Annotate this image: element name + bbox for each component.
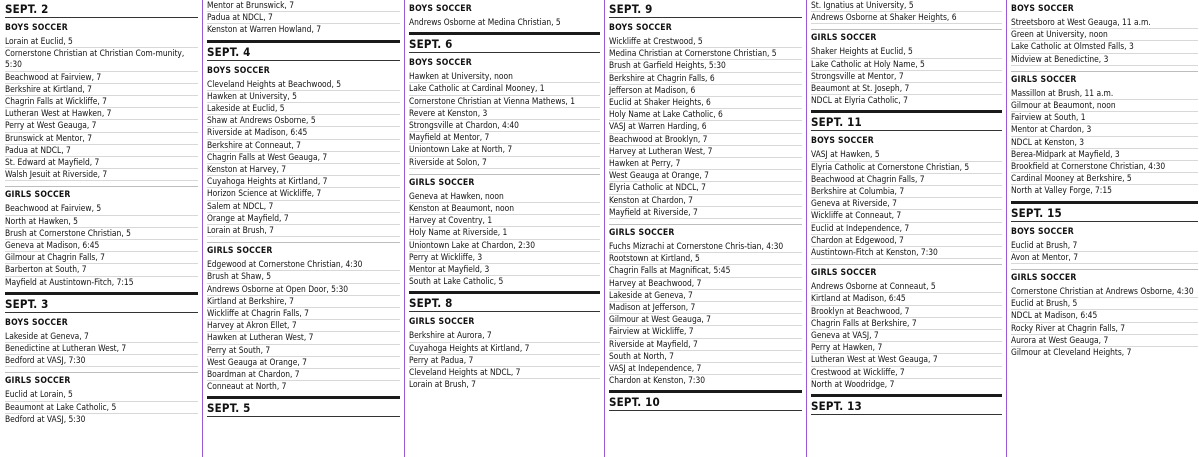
game-listing: Perry at Padua, 7 (409, 355, 600, 367)
date-block (609, 0, 802, 386)
game-listing: Beaumont at Lake Catholic, 5 (5, 402, 198, 414)
game-listing: Boardman at Chardon, 7 (207, 369, 400, 381)
game-listing: Perry at Wickliffe, 3 (409, 252, 600, 264)
game-listing: Geneva at Riverside, 7 (811, 198, 1002, 210)
game-listing: NDCL at Kenston, 3 (1011, 137, 1198, 149)
game-listing: St. Edward at Mayfield, 7 (5, 157, 198, 169)
date-header: SEPT. 11 (811, 110, 1002, 131)
column-3 (406, 0, 600, 457)
game-listing: Bedford at VASJ, 7:30 (5, 355, 198, 367)
sport-heading: BOYS SOCCER (609, 23, 672, 33)
game-listing: VASJ at Hawken, 5 (811, 149, 1002, 161)
game-listing: Harvey at Akron Ellet, 7 (207, 320, 400, 332)
game-listing: Lutheran West at West Geauga, 7 (811, 354, 1002, 366)
game-listing: Cuyahoga Heights at Kirtland, 7 (207, 176, 400, 188)
game-listing: Harvey at Coventry, 1 (409, 215, 600, 227)
game-listing: Kenston at Beaumont, noon (409, 203, 600, 215)
game-listing: Fuchs Mizrachi at Cornerstone Chris-tian, 4:30 (609, 241, 802, 253)
date-block (1011, 201, 1198, 359)
game-listing: Gilmour at West Geauga, 7 (609, 314, 802, 326)
game-listing: Berkshire at Aurora, 7 (409, 330, 600, 342)
game-listing: Chardon at Kenston, 7:30 (609, 375, 706, 386)
game-listing: Harvey at Beachwood, 7 (609, 278, 802, 290)
game-listing: Hawken at University, 5 (207, 91, 400, 103)
game-listing: Massillon at Brush, 11 a.m. (1011, 88, 1198, 100)
date-block (5, 0, 198, 288)
sport-heading: BOYS SOCCER (1011, 4, 1074, 14)
game-listing: Brush at Shaw, 5 (207, 271, 400, 283)
game-listing: NDCL at Elyria Catholic, 7 (811, 95, 908, 106)
game-listing: West Geauga at Orange, 7 (609, 170, 802, 182)
date-block (207, 0, 400, 36)
game-listing: South at North, 7 (609, 351, 802, 363)
date-block (207, 396, 400, 417)
game-listing: Chagrin Falls at Berkshire, 7 (811, 318, 1002, 330)
game-listing: West Geauga at Orange, 7 (207, 357, 400, 369)
game-listing: Lutheran West at Hawken, 7 (5, 108, 198, 120)
game-listing: Strongsville at Chardon, 4:40 (409, 120, 600, 132)
game-listing: Holy Name at Lake Catholic, 6 (609, 109, 802, 121)
game-listing: Mentor at Brunswick, 7 (207, 0, 400, 12)
date-block (1011, 3, 1198, 197)
game-listing: Euclid at Lorain, 5 (5, 389, 198, 401)
game-listing: Holy Name at Riverside, 1 (409, 227, 600, 239)
game-listing: Gilmour at Chagrin Falls, 7 (5, 252, 198, 264)
date-header: SEPT. 10 (609, 390, 802, 411)
date-header: SEPT. 3 (5, 292, 198, 313)
game-listing: Hawken at Lutheran West, 7 (207, 332, 400, 344)
date-header: SEPT. 5 (207, 396, 400, 417)
game-listing: Padua at NDCL, 7 (207, 12, 400, 24)
column-2 (204, 0, 400, 457)
game-listing: Padua at NDCL, 7 (5, 145, 198, 157)
game-listing: VASJ at Warren Harding, 6 (609, 121, 802, 133)
column-6 (1008, 0, 1198, 457)
game-listing: Kenston at Chardon, 7 (609, 195, 802, 207)
sport-heading: BOYS SOCCER (409, 58, 472, 69)
game-listing: Lake Catholic at Cardinal Mooney, 1 (409, 83, 600, 95)
game-listing: North at Hawken, 5 (5, 216, 198, 228)
game-listing: Perry at Hawken, 7 (811, 342, 1002, 354)
game-listing: Lakeside at Geneva, 7 (5, 331, 198, 343)
column-1 (2, 0, 198, 457)
game-listing: VASJ at Independence, 7 (609, 363, 802, 375)
game-listing: Fairview at Wickliffe, 7 (609, 326, 802, 338)
game-listing: Madison at Jefferson, 7 (609, 302, 802, 314)
game-listing: NDCL at Madison, 6:45 (1011, 310, 1198, 322)
date-block (811, 110, 1002, 390)
game-listing: Kirtland at Madison, 6:45 (811, 293, 1002, 305)
game-listing: Cleveland Heights at NDCL, 7 (409, 367, 600, 379)
game-listing: Strongsville at Mentor, 7 (811, 71, 1002, 83)
game-listing: Berea-Midpark at Mayfield, 3 (1011, 149, 1198, 161)
game-listing: Cleveland Heights at Beachwood, 5 (207, 79, 400, 91)
game-listing: Andrews Osborne at Open Door, 5:30 (207, 284, 400, 296)
game-listing: Perry at South, 7 (207, 345, 400, 357)
game-listing: Medina Christian at Cornerstone Christian, 5 (609, 48, 802, 60)
column-divider (404, 0, 405, 457)
game-listing: Euclid at Independence, 7 (811, 223, 1002, 235)
game-listing: Aurora at West Geauga, 7 (1011, 335, 1198, 347)
game-listing: Geneva at Madison, 6:45 (5, 240, 198, 252)
sport-heading: GIRLS SOCCER (409, 174, 600, 189)
game-listing: Brush at Cornerstone Christian, 5 (5, 228, 198, 240)
game-listing: Lorain at Brush, 7 (207, 225, 400, 237)
date-header: SEPT. 6 (409, 32, 600, 53)
game-listing: Lakeside at Euclid, 5 (207, 103, 400, 115)
game-listing: Barberton at South, 7 (5, 264, 198, 276)
game-listing: Benedictine at Lutheran West, 7 (5, 343, 198, 355)
game-listing: Shaw at Andrews Osborne, 5 (207, 115, 400, 127)
game-listing: Andrews Osborne at Shaker Heights, 6 (811, 12, 1002, 24)
game-listing: Bedford at VASJ, 5:30 (5, 413, 86, 424)
column-divider (202, 0, 203, 457)
date-block (409, 32, 600, 287)
game-listing: Harvey at Lutheran West, 7 (609, 146, 802, 158)
game-listing: Midview at Benedictine, 3 (1011, 54, 1198, 66)
game-listing: Geneva at VASJ, 7 (811, 330, 1002, 342)
game-listing: Brunswick at Mentor, 7 (5, 133, 198, 145)
game-listing: Brush at Garfield Heights, 5:30 (609, 60, 802, 72)
sport-heading: BOYS SOCCER (1011, 226, 1074, 237)
date-block (5, 292, 198, 425)
game-listing: Jefferson at Madison, 6 (609, 85, 802, 97)
game-listing: Revere at Kenston, 3 (409, 108, 600, 120)
game-listing: Euclid at Brush, 5 (1011, 298, 1198, 310)
game-listing: Orange at Mayfield, 7 (207, 213, 400, 225)
date-block (811, 394, 1002, 415)
column-5 (808, 0, 1002, 457)
game-listing: Hawken at University, noon (409, 71, 600, 83)
game-listing: Cardinal Mooney at Berkshire, 5 (1011, 173, 1198, 185)
game-listing: Rootstown at Kirtland, 5 (609, 253, 802, 265)
game-listing: Chagrin Falls at Wickliffe, 7 (5, 96, 198, 108)
date-block (811, 0, 1002, 106)
game-listing: Andrews Osborne at Conneaut, 5 (811, 281, 1002, 293)
sport-heading: BOYS SOCCER (409, 4, 472, 14)
game-listing: Uniontown Lake at Chardon, 2:30 (409, 240, 600, 252)
date-header: SEPT. 13 (811, 394, 1002, 415)
game-listing: Beachwood at Fairview, 7 (5, 72, 198, 84)
game-listing: Andrews Osborne at Medina Christian, 5 (409, 17, 561, 27)
game-listing: Chagrin Falls at West Geauga, 7 (207, 152, 400, 164)
game-listing: Mentor at Mayfield, 3 (409, 264, 600, 276)
game-listing: Walsh Jesuit at Riverside, 7 (5, 169, 198, 181)
sport-heading: GIRLS SOCCER (5, 186, 198, 201)
game-listing: Berkshire at Conneaut, 7 (207, 140, 400, 152)
game-listing: Wickliffe at Conneaut, 7 (811, 210, 1002, 222)
game-listing: Geneva at Hawken, noon (409, 191, 600, 203)
game-listing: Uniontown Lake at North, 7 (409, 144, 600, 156)
date-header: SEPT. 2 (5, 0, 198, 18)
game-listing: Berkshire at Columbia, 7 (811, 186, 1002, 198)
game-listing: Rocky River at Chagrin Falls, 7 (1011, 323, 1198, 335)
game-listing: Hawken at Perry, 7 (609, 158, 802, 170)
sport-heading: BOYS SOCCER (207, 65, 270, 76)
game-listing: Fairview at South, 1 (1011, 112, 1198, 124)
game-listing: Cuyahoga Heights at Kirtland, 7 (409, 343, 600, 355)
game-listing: Lorain at Euclid, 5 (5, 36, 198, 48)
date-header: SEPT. 15 (1011, 201, 1198, 222)
game-listing: Cornerstone Christian at Christian Com-munity, 5:30 (5, 48, 198, 71)
game-listing: Lake Catholic at Holy Name, 5 (811, 59, 1002, 71)
game-listing: Crestwood at Wickliffe, 7 (811, 367, 1002, 379)
column-divider (604, 0, 605, 457)
game-listing: Perry at West Geauga, 7 (5, 120, 198, 132)
game-listing: Lorain at Brush, 7 (409, 379, 476, 390)
date-header: SEPT. 9 (609, 0, 802, 18)
game-listing: Brookfield at Cornerstone Christian, 4:30 (1011, 161, 1198, 173)
game-listing: Green at University, noon (1011, 29, 1198, 41)
game-listing: Cornerstone Christian at Andrews Osborne, 4:30 (1011, 286, 1198, 298)
game-listing: South at Lake Catholic, 5 (409, 276, 504, 287)
game-listing: Elyria Catholic at NDCL, 7 (609, 182, 802, 194)
game-listing: Euclid at Brush, 7 (1011, 240, 1198, 252)
game-listing: Kenston at Harvey, 7 (207, 164, 400, 176)
date-block (207, 40, 400, 393)
game-listing: Avon at Mentor, 7 (1011, 252, 1198, 264)
game-listing: Austintown-Fitch at Kenston, 7:30 (811, 247, 1002, 259)
game-listing: Kenston at Warren Howland, 7 (207, 24, 322, 35)
game-listing: Chagrin Falls at Magnificat, 5:45 (609, 265, 802, 277)
game-listing: Berkshire at Kirtland, 7 (5, 84, 198, 96)
game-listing: Salem at NDCL, 7 (207, 201, 400, 213)
game-listing: North at Woodridge, 7 (811, 378, 895, 389)
game-listing: Beachwood at Chagrin Falls, 7 (811, 174, 1002, 186)
game-listing: Beachwood at Fairview, 5 (5, 203, 198, 215)
game-listing: Kirtland at Berkshire, 7 (207, 296, 400, 308)
sport-heading: BOYS SOCCER (5, 23, 68, 33)
date-block (609, 390, 802, 411)
game-listing: Conneaut at North, 7 (207, 381, 287, 392)
sport-heading: GIRLS SOCCER (609, 224, 802, 239)
game-listing: Mayfield at Riverside, 7 (609, 207, 802, 219)
column-divider (806, 0, 807, 457)
column-divider (1006, 0, 1007, 457)
date-block (409, 291, 600, 390)
sport-heading: GIRLS SOCCER (811, 29, 1002, 44)
game-listing: Chardon at Edgewood, 7 (811, 235, 1002, 247)
game-listing: Mayfield at Mentor, 7 (409, 132, 600, 144)
game-listing: Brooklyn at Beachwood, 7 (811, 306, 1002, 318)
game-listing: Elyria Catholic at Cornerstone Christian, 5 (811, 162, 1002, 174)
date-block (409, 3, 600, 28)
game-listing: Lake Catholic at Olmsted Falls, 3 (1011, 41, 1198, 53)
game-listing: Wickliffe at Chagrin Falls, 7 (207, 308, 400, 320)
game-listing: Mayfield at Austintown-Fitch, 7:15 (5, 276, 134, 287)
game-listing: Riverside at Solon, 7 (409, 157, 600, 169)
game-listing: St. Ignatius at University, 5 (811, 0, 1002, 12)
game-listing: Euclid at Shaker Heights, 6 (609, 97, 802, 109)
game-listing: North at Valley Forge, 7:15 (1011, 185, 1112, 196)
column-4 (606, 0, 802, 457)
sport-heading: BOYS SOCCER (5, 317, 68, 328)
game-listing: Cornerstone Christian at Vienna Mathews, 1 (409, 96, 600, 108)
game-listing: Edgewood at Cornerstone Christian, 4:30 (207, 259, 400, 271)
sport-heading: BOYS SOCCER (811, 136, 874, 147)
game-listing: Mentor at Chardon, 3 (1011, 124, 1198, 136)
game-listing: Streetsboro at West Geauga, 11 a.m. (1011, 17, 1198, 29)
date-header: SEPT. 4 (207, 40, 400, 61)
game-listing: Beaumont at St. Joseph, 7 (811, 83, 1002, 95)
game-listing: Gilmour at Beaumont, noon (1011, 100, 1198, 112)
sport-heading: GIRLS SOCCER (811, 264, 1002, 279)
game-listing: Riverside at Madison, 6:45 (207, 127, 400, 139)
game-listing: Shaker Heights at Euclid, 5 (811, 46, 1002, 58)
game-listing: Wickliffe at Crestwood, 5 (609, 36, 802, 48)
sport-heading: GIRLS SOCCER (409, 317, 475, 328)
date-header: SEPT. 8 (409, 291, 600, 312)
sport-heading: GIRLS SOCCER (5, 372, 198, 387)
game-listing: Horizon Science at Wickliffe, 7 (207, 188, 400, 200)
sport-heading: GIRLS SOCCER (1011, 71, 1198, 86)
game-listing: Gilmour at Cleveland Heights, 7 (1011, 347, 1132, 358)
game-listing: Berkshire at Chagrin Falls, 6 (609, 73, 802, 85)
sport-heading: GIRLS SOCCER (207, 242, 400, 257)
game-listing: Riverside at Mayfield, 7 (609, 339, 802, 351)
sport-heading: GIRLS SOCCER (1011, 269, 1198, 284)
game-listing: Lakeside at Geneva, 7 (609, 290, 802, 302)
game-listing: Beachwood at Brooklyn, 7 (609, 134, 802, 146)
